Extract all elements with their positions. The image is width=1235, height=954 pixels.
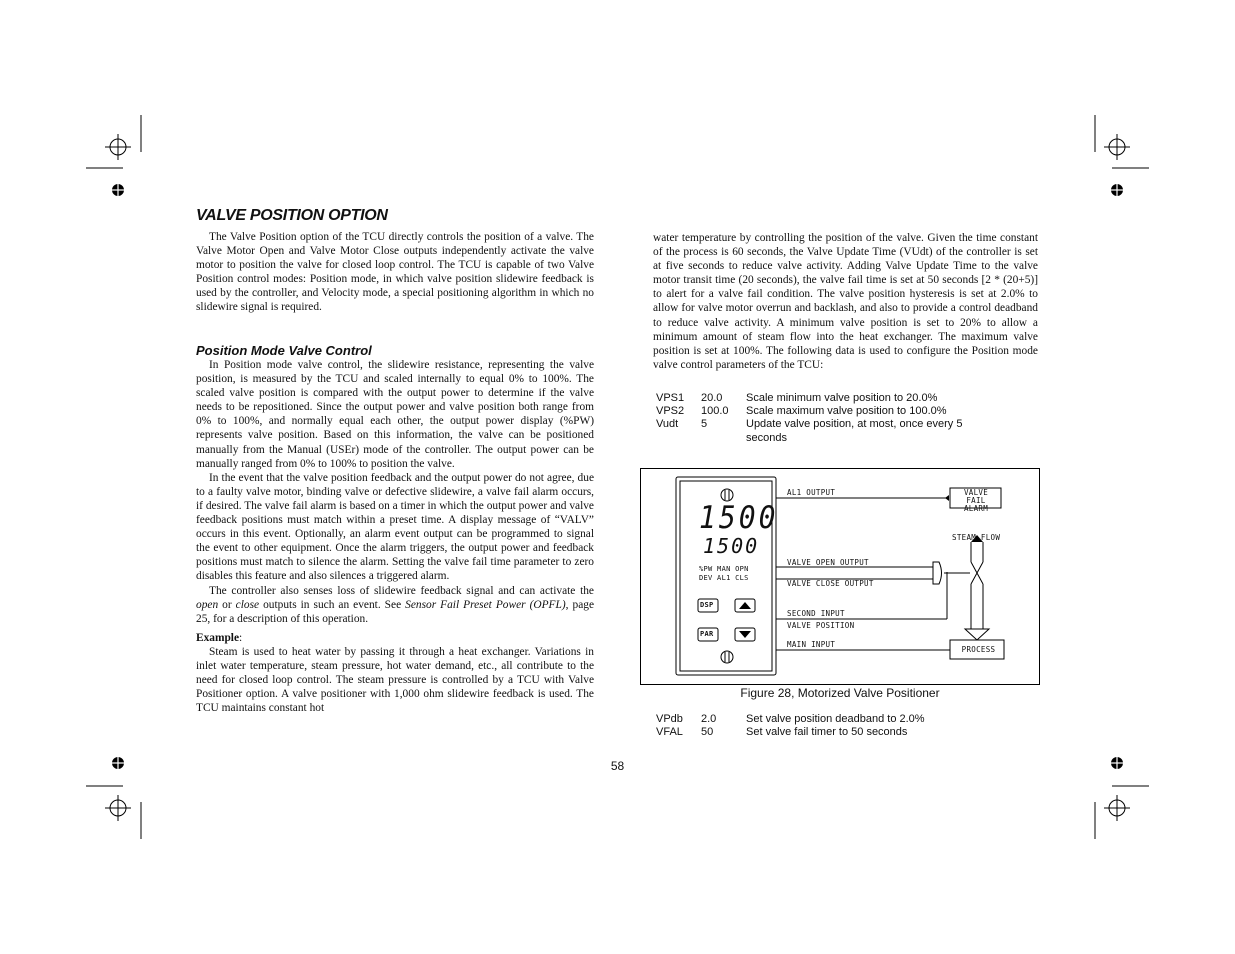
section-title: Position Mode Valve Control xyxy=(196,343,372,358)
al1-output-label: AL1 OUTPUT xyxy=(787,488,836,497)
parameter-table-2 xyxy=(656,713,986,739)
valve-close-output-label: VALVE CLOSE OUTPUT xyxy=(787,579,874,588)
par-button-label: PAR xyxy=(700,630,714,638)
setpoint-display: 1500 xyxy=(703,534,760,558)
cross-reference: Sensor Fail Preset Power (OPFL) xyxy=(405,598,566,611)
process-box-label: PROCESS xyxy=(961,645,996,654)
annunciators-row-1: %PW MAN OPN xyxy=(699,565,749,573)
alarm-label: ALARM xyxy=(963,504,989,513)
steam-flow-label: STEAM FLOW xyxy=(952,533,1001,542)
text-close: close xyxy=(235,598,260,611)
intro-paragraph: The Valve Position option of the TCU directly controls the position of a valve. The Valve Motor Open and Valve Motor Close outputs independently activate the valve motor to position the valve for closed loop control. The TCU is capable of two Valve Position control modes: Position mode, in which valve position slidewire feedback is used by the controller, and Velocity mode, a special positioning algorithm in which no slidewire signal is required. xyxy=(196,231,594,314)
example-paragraph: Steam is used to heat water by passing it through a heat exchanger. Variations in inlet water temperature, steam pressure, hot water demand, etc., all contribute to the need for closed loop control. The steam pressure is controlled by a TCU with Valve Positioner option. A valve positioner with 1,000 ohm slidewire feedback is used. The TCU maintains constant hot xyxy=(196,645,594,715)
text: outputs in such an event. See xyxy=(259,598,406,611)
paragraph-position-mode: In Position mode valve control, the slidewire resistance, representing the valve position, is measured by the TCU and scaled internally to equal 0% to 100%. The scaled valve position is compared with the output power to determine if the valve needs to be repositioned. Since the output power and valve position both range from 0% to 100%, and normally equal each other, the output power display (%PW) represents valve position. Based on this information, the valve can be positioned manually from the Manual (USEr) mode of the controller. The output power can be manually ranged from 0% to 100% to position the valve. xyxy=(196,359,594,470)
example-colon: : xyxy=(239,631,243,644)
param-name: VPdb xyxy=(656,713,683,725)
param-desc: Set valve fail timer to 50 seconds xyxy=(746,726,908,739)
text: or xyxy=(218,598,236,611)
figure-caption: Figure 28, Motorized Valve Positioner xyxy=(740,686,940,700)
main-input-label: MAIN INPUT xyxy=(787,640,836,649)
dsp-button-label: DSP xyxy=(700,601,714,609)
param-desc: Scale maximum valve position to 100.0% xyxy=(746,405,947,418)
valve-open-output-label: VALVE OPEN OUTPUT xyxy=(787,558,869,567)
paragraph-valve-fail: In the event that the valve position feedback and the output power do not agree, due to a faulty valve motor, binding valve or defective slidewire, a valve fail alarm occurs, if desired. The valve fail alarm is based on a timer in which the output power and valve feedback positions must match within a preset time. A display message of “VALV” occurs in this event. Optionally, an alarm event output can be programmed to signal the event to other equipment. Once the alarm triggers, the output power and feedback positions must match to silence the alarm. Setting the valve fail time parameter to zero disables this feature and also silences a triggered alarm. xyxy=(196,471,594,583)
paragraph-slidewire-loss xyxy=(196,584,594,626)
text-open: open xyxy=(196,598,219,611)
table-row xyxy=(656,418,986,444)
right-paragraph: water temperature by controlling the position of the valve. Given the time constant of the process is 60 seconds, the Valve Update Time (VUdt) of the controller is set at five seconds to reduce valve activity. Adding Valve Update Time to the valve motor transit time (20 seconds), the valve fail time is set at 50 seconds [2 * (20+5)] to alert for a valve fail condition. The valve position hysteresis is set at 2.0% to allow for valve motor overrun and backlash, and also to provide a control deadband to reduce valve activity. A minimum valve position is set to 20% to allow a minimum amount of steam flow into the heat exchanger. The maximum valve position is set at 100%. The following data is used to configure the Position mode valve control parameters of the TCU: xyxy=(653,232,1038,371)
example-label: Example xyxy=(196,631,240,644)
param-name: VPS2 xyxy=(656,405,685,418)
second-input-label: SECOND INPUT xyxy=(787,609,845,618)
param-desc: Set valve position deadband to 2.0% xyxy=(746,713,925,725)
section-body xyxy=(196,358,594,715)
param-name: VFAL xyxy=(656,726,683,739)
table-row xyxy=(656,392,986,405)
annunciators-row-2: DEV AL1 CLS xyxy=(699,574,749,582)
valve-position-label: VALVE POSITION xyxy=(787,621,855,630)
table-row xyxy=(656,726,986,739)
parameter-table-1 xyxy=(656,392,986,445)
page-number: 58 xyxy=(610,759,625,773)
param-value: 20.0 xyxy=(701,392,723,404)
param-value: 2.0 xyxy=(701,713,717,725)
param-value: 5 xyxy=(701,418,708,431)
page-title: VALVE POSITION OPTION xyxy=(196,207,388,224)
table-row xyxy=(656,405,986,418)
param-name: VPS1 xyxy=(656,392,685,404)
table-row xyxy=(656,713,986,726)
text: The controller also senses loss of slidewire feedback signal and can activate the xyxy=(209,584,594,597)
valve-fail-label: VALVE FAIL xyxy=(963,488,989,505)
param-value: 50 xyxy=(701,726,714,739)
param-value: 100.0 xyxy=(701,405,729,418)
figure-box xyxy=(640,468,1040,685)
example-heading xyxy=(196,631,594,645)
process-display: 1500 xyxy=(699,499,779,536)
param-desc: Scale minimum valve position to 20.0% xyxy=(746,392,938,404)
param-desc: Update valve position, at most, once every 5 seconds xyxy=(746,418,963,444)
valve-fail-alarm-box xyxy=(953,489,999,513)
param-name: Vudt xyxy=(656,418,679,431)
text: , page 25, for a description of this operation. xyxy=(196,598,595,625)
